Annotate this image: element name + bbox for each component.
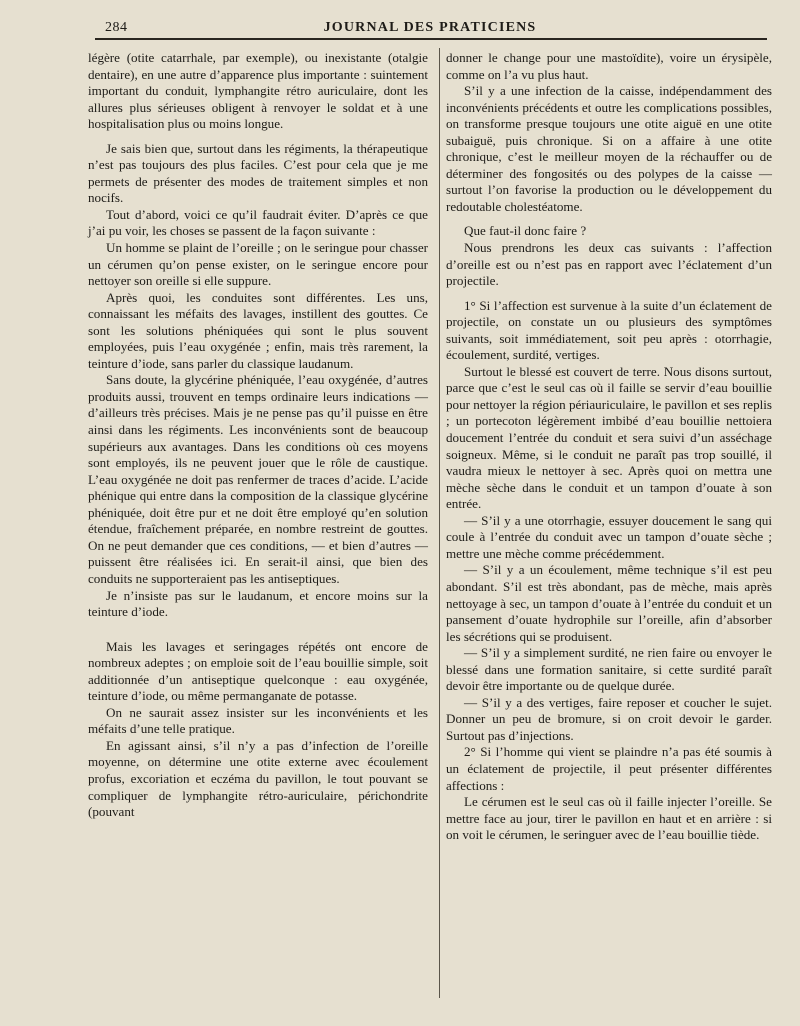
paragraph: Le cérumen est le seul cas où il faille injecter l’oreille. Se mettre face au jour, tirer le pavillon en haut et en arrière : si on voit le cérumen, le seringuer avec de l’eau bouillie tiède.	[446, 794, 772, 843]
paragraph: Mais les lavages et seringages répétés ont encore de nombreux adeptes ; on emploie soit de l’eau bouillie simple, soit additionnée d’un antiseptique quelconque : eau oxygénée, teinture d’iode, ou même permanganate de potasse.	[88, 638, 428, 704]
paragraph: — S’il y a une otorrhagie, essuyer doucement le sang qui coule à l’entrée du conduit avec un tampon d’ouate sèche ; mettre une mèche comme précédemment.	[446, 512, 772, 561]
paragraph: Un homme se plaint de l’oreille ; on le seringue pour chasser un cérumen qu’on pense exister, on le seringue encore pour nettoyer son oreille si elle suppure.	[88, 240, 428, 289]
paragraph: Nous prendrons les deux cas suivants : l’affection d’oreille est ou n’est pas en rapport avec l’éclatement d’un projectile.	[446, 240, 772, 289]
paragraph: — S’il y a simplement surdité, ne rien faire ou envoyer le blessé dans une formation sanitaire, si cette surdité paraît devoir être importante ou de quelque durée.	[446, 645, 772, 694]
paragraph: légère (otite catarrhale, par exemple), ou inexistante (otalgie dentaire), en une autre d’apparence plus importante : suintement important du conduit, lymphangite rétro auriculaire, dont les allures plus sérieuses obligent à renvoyer le soldat et à une hospitalisation plus ou moins longue.	[88, 50, 428, 132]
paragraph: On ne saurait assez insister sur les inconvénients et les méfaits d’une telle pratique.	[88, 704, 428, 737]
journal-title: JOURNAL DES PRATICIENS	[323, 20, 537, 35]
paragraph: 2° Si l’homme qui vient se plaindre n’a pas été soumis à un éclatement de projectile, il peut présenter différentes affections :	[446, 744, 772, 793]
paragraph: Après quoi, les conduites sont différentes. Les uns, connaissant les méfaits des lavages, instillent des gouttes. Ce sont les solutions phéniquées qui sont le plus souvent employées, puis l’eau oxygénée ; enfin, mais très rarement, la teinture d’iode, sans parler du classique laudanum.	[88, 289, 428, 371]
paragraph: Tout d’abord, voici ce qu’il faudrait éviter. D’après ce que j’ai pu voir, les choses se passent de la façon suivante :	[88, 206, 428, 239]
right-column	[446, 50, 772, 844]
paragraph: donner le change pour une mastoïdite), voire un érysipèle, comme on l’a vu plus haut.	[446, 50, 772, 82]
paragraph: — S’il y a des vertiges, faire reposer et coucher le sujet. Donner un peu de bromure, si on croit devoir le garder. Surtout pas d’injections.	[446, 694, 772, 743]
column-divider	[439, 48, 440, 998]
page-number: 284	[105, 20, 128, 35]
paragraph: Surtout le blessé est couvert de terre. Nous disons surtout, parce que c’est le seul cas où il faille se servir d’eau bouillie pour nettoyer la région périauriculaire, le pavillon et ses replis ; un portecoton légèrement imbibé d’eau bouillie nettoiera doucement l’entrée du conduit et sera suivi d’un asséchage soigneux. Même, si le conduit ne paraît pas trop souillé, il vaudra mieux le nettoyer à sec. Après quoi on mettra une mèche sèche dans le conduit et un tampon d’ouate à son entrée.	[446, 363, 772, 512]
paragraph: Sans doute, la glycérine phéniquée, l’eau oxygénée, d’autres produits aussi, trouvent en temps ordinaire leurs indications — d’ailleurs très précises. Mais je ne pense pas qu’il puisse en être ainsi dans les régiments. Les inconvénients sont de beaucoup supérieurs aux avantages. Dans les conditions où ces moyens sont employés, ils ne peuvent jouer que le rôle de caustique. L’eau oxygénée ne doit pas renfermer de traces d’acide. L’acide phénique qui entre dans la composition de la classique glycérine phéniquée, doit être pur et ne doit être employé qu’en solution étendue, fraîchement préparée, en nombre restreint de gouttes. On ne peut demander que ces conditions, — et bien d’autres — puissent être réalisées ici. En serait-il ainsi, que bien des conduits ne supporteraient pas les antiseptiques.	[88, 372, 428, 586]
paragraph: En agissant ainsi, s’il n’y a pas d’infection de l’oreille moyenne, on détermine une otite externe avec écoulement profus, excoriation et eczéma du pavillon, le tout pouvant se compliquer de lymphangite rétro-auriculaire, périchondrite (pouvant	[88, 737, 428, 820]
paragraph: Je n’insiste pas sur le laudanum, et encore moins sur la teinture d’iode.	[88, 587, 428, 620]
paragraph: Que faut-il donc faire ?	[464, 223, 587, 239]
paragraph: — S’il y a un écoulement, même technique s’il est peu abondant. S’il est très abondant, pas de mèche, mais après nettoyage à sec, un tampon d’ouate à l’entrée du conduit et un pansement d’ouate hydrophile sur l’oreille, afin d’absorber les sécrétions qui se produisent.	[446, 562, 772, 644]
paragraph: 1° Si l’affection est survenue à la suite d’un éclatement de projectile, on constate un ou plusieurs des symptômes suivants, soit immédiatement, soit peu après : otorrhagie, écoulement, surdité, vertiges.	[446, 297, 772, 363]
paragraph: S’il y a une infection de la caisse, indépendamment des inconvénients précédents et outre les complications possibles, on transforme presque toujours une otite aiguë en une otite subaiguë, puis chronique. Si on a affaire à une otite chronique, c’est le meilleur moyen de la réchauffer ou de déterminer des fongosités ou des polypes de la caisse — surtout l’on favorise la production ou le développement du redoutable cholestéatome.	[446, 83, 772, 214]
left-column	[88, 50, 428, 821]
page-header	[95, 14, 765, 40]
header-rule	[95, 38, 767, 40]
paragraph: Je sais bien que, surtout dans les régiments, la thérapeutique n’est pas toujours des plus faciles. C’est pour cela que je me permets de présenter des modes de traitement simples et non nocifs.	[88, 140, 428, 206]
